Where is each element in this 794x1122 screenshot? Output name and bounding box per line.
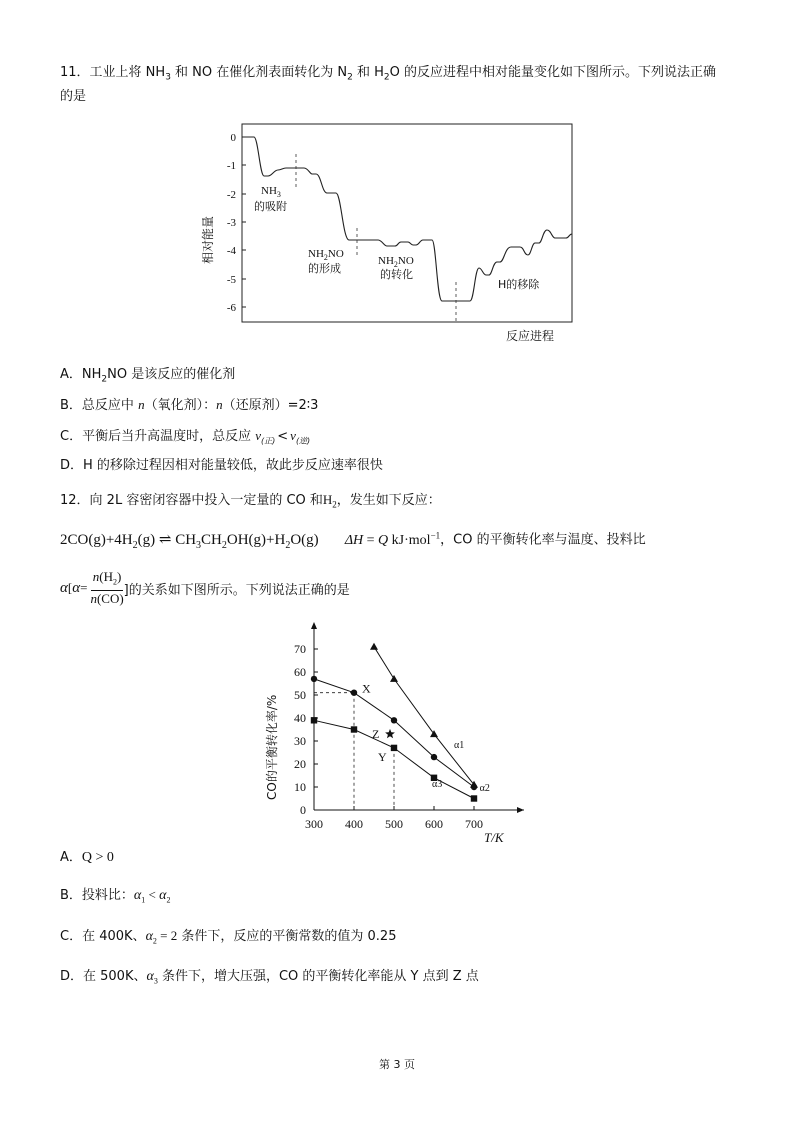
fraction-numerator: $n(H_2)$ <box>91 569 124 592</box>
chart-series <box>311 643 490 802</box>
alpha-symbol: α <box>72 579 81 596</box>
option-math: α <box>133 888 142 903</box>
series-line-α1 <box>374 647 474 785</box>
point-circle <box>431 754 437 760</box>
option-sub: (正) <box>261 436 276 446</box>
option-sub: 1 <box>141 895 146 905</box>
x-tick-label: 500 <box>385 817 403 831</box>
y-tick: -6 <box>226 302 236 314</box>
alpha-symbol: α <box>60 579 68 596</box>
point-circle <box>311 676 317 682</box>
q11-stem-line2: 的是 <box>60 89 87 104</box>
q11-option-a[interactable] <box>60 364 235 391</box>
energy-y-label: 相对能量 <box>201 215 215 264</box>
option-text: A． <box>60 850 82 865</box>
bracket: [ <box>67 580 73 595</box>
page-footer: 第 3 页 <box>379 1058 415 1071</box>
option-text: B．总反应中 <box>60 398 139 413</box>
q11-number: 11． <box>60 65 90 80</box>
option-text: C．在 400K、 <box>60 929 146 944</box>
q11-stem-line1 <box>60 62 716 89</box>
q12-option-c[interactable] <box>60 925 396 953</box>
point-triangle <box>430 730 438 737</box>
option-math: α <box>145 929 153 944</box>
point-label-X: X <box>362 681 371 696</box>
option-sub: 2 <box>152 936 157 946</box>
chart-y-label: CO的平衡转化率/% <box>265 694 279 800</box>
point-circle <box>391 717 397 723</box>
option-math: α <box>146 969 154 984</box>
option-text: A．NH <box>60 367 102 382</box>
y-tick: -4 <box>226 245 236 257</box>
q12-equation-line <box>60 524 646 557</box>
enthalpy: ΔH = Q kJ·mol$^{-1}$ <box>344 530 441 548</box>
option-text: < <box>277 429 289 444</box>
option-text: 条件下，反应的平衡常数的值为 0.25 <box>177 929 397 944</box>
y-tick: -5 <box>226 274 236 286</box>
q12-option-b[interactable] <box>60 884 170 912</box>
y-tick-label: 10 <box>294 780 306 794</box>
q11-text: 工业上将 NH <box>89 65 166 80</box>
option-text: （还原剂）=2∶3 <box>222 398 319 413</box>
x-tick-label: 300 <box>305 817 323 831</box>
q11-sub: 2 <box>347 72 353 83</box>
q12-text: ，CO 的平衡转化率与温度、投料比 <box>440 532 646 548</box>
option-var: n <box>138 397 145 412</box>
point-circle <box>471 784 477 790</box>
point-triangle <box>370 643 378 650</box>
y-tick-label: 20 <box>294 757 306 771</box>
option-math: < <box>145 887 160 902</box>
equals: = <box>80 580 88 595</box>
y-axis-arrow <box>311 622 317 629</box>
y-tick-label: 30 <box>294 734 306 748</box>
q11-option-d[interactable]: D．H 的移除过程因相对能量较低，故此步反应速率很快 <box>60 458 383 473</box>
option-var: n <box>216 397 223 412</box>
option-sub: 2 <box>101 374 108 385</box>
option-sub: 2 <box>166 895 171 905</box>
q11-sub: 2 <box>383 72 390 83</box>
option-math: = 2 <box>156 928 178 943</box>
q12-alpha-definition <box>60 568 350 608</box>
option-math: Q > 0 <box>81 850 114 865</box>
option-sub: 3 <box>153 976 158 986</box>
q11-sub: 3 <box>165 72 171 83</box>
option-text: B．投料比： <box>60 888 134 903</box>
q11-text: O 的反应进程中相对能量变化如下图所示。下列说法正确 <box>389 65 717 80</box>
y-tick-label: 0 <box>300 803 306 817</box>
q12-stem-line1 <box>60 489 441 516</box>
q12-number: 12． <box>60 493 90 508</box>
chart-x-label: T/K <box>484 830 504 845</box>
option-var: v <box>255 428 261 443</box>
q12-option-a[interactable] <box>60 847 114 869</box>
y-tick-label: 60 <box>294 665 306 679</box>
y-tick: -1 <box>226 160 236 172</box>
x-tick-label: 600 <box>425 817 443 831</box>
point-label-Z: Z <box>372 727 380 742</box>
series-name-label: α1 <box>454 739 465 751</box>
y-tick: -2 <box>226 189 236 201</box>
x-tick-label: 400 <box>345 817 363 831</box>
q11-text: 和 NO 在催化剂表面转化为 N <box>170 65 348 80</box>
q12-text: 向 2L 容密闭容器中投入一定量的 CO 和 <box>89 493 323 508</box>
label-nh3-adsorption: 的吸附 <box>254 200 287 213</box>
q11-option-b[interactable] <box>60 394 318 417</box>
point-circle <box>351 690 357 696</box>
point-label-Y: Y <box>378 749 387 764</box>
energy-x-label: 反应进程 <box>505 329 555 343</box>
option-math: α <box>159 888 167 903</box>
option-text: （氧化剂）： <box>144 398 217 413</box>
energy-plot-frame <box>242 124 572 322</box>
y-tick: -3 <box>226 217 236 229</box>
option-text: NO 是该反应的催化剂 <box>107 367 236 382</box>
point-square <box>351 726 357 732</box>
label-h-removal: H的移除 <box>498 278 540 291</box>
label-nh2no-conversion-text: 的转化 <box>380 268 413 281</box>
option-text: 条件下，增大压强，CO 的平衡转化率能从 Y 点到 Z 点 <box>157 969 479 984</box>
q12-option-d[interactable] <box>60 966 479 993</box>
label-nh2no-formation: $NH_2NO$ <box>308 248 344 262</box>
fraction <box>90 569 123 608</box>
x-tick-label: 700 <box>465 817 483 831</box>
conversion-chart <box>262 618 532 848</box>
q11-option-c[interactable] <box>60 425 310 453</box>
q12-text: ]的关系如下图所示。下列说法正确的是 <box>123 582 350 598</box>
point-star <box>385 729 395 738</box>
x-axis-arrow <box>517 807 524 813</box>
option-text: C．平衡后当升高温度时，总反应 <box>60 429 256 444</box>
chart-axes <box>294 622 524 831</box>
equation: $2CO(g)+4H_2(g)$ ⇌ $CH_3CH_2OH(g)+H_2O(g)$ <box>60 531 319 551</box>
option-text: D．在 500K、 <box>60 969 147 984</box>
q12-sub: 2 <box>332 499 337 510</box>
y-tick-label: 50 <box>294 688 306 702</box>
y-tick-label: 40 <box>294 711 306 725</box>
series-name-label: α3 <box>432 779 443 790</box>
point-square <box>311 717 317 723</box>
option-sub: (逆) <box>295 436 311 446</box>
fraction-denominator: n(CO) <box>90 591 124 607</box>
label-nh3: $NH_3$ <box>261 185 281 199</box>
label-nh2no-conversion: $NH_2NO$ <box>378 255 414 269</box>
y-tick-label: 70 <box>294 642 306 656</box>
point-square <box>391 745 397 751</box>
point-triangle <box>390 675 398 682</box>
label-nh2no-formation-text: 的形成 <box>308 262 341 275</box>
y-tick: 0 <box>230 132 236 144</box>
point-square <box>471 795 477 801</box>
energy-profile-figure <box>200 118 590 350</box>
q12-formula: H <box>322 492 333 507</box>
q12-text: ，发生如下反应： <box>336 493 441 508</box>
option-var: v <box>290 428 296 443</box>
series-name-label: α2 <box>479 783 490 794</box>
q11-text: 和 H <box>352 65 384 80</box>
